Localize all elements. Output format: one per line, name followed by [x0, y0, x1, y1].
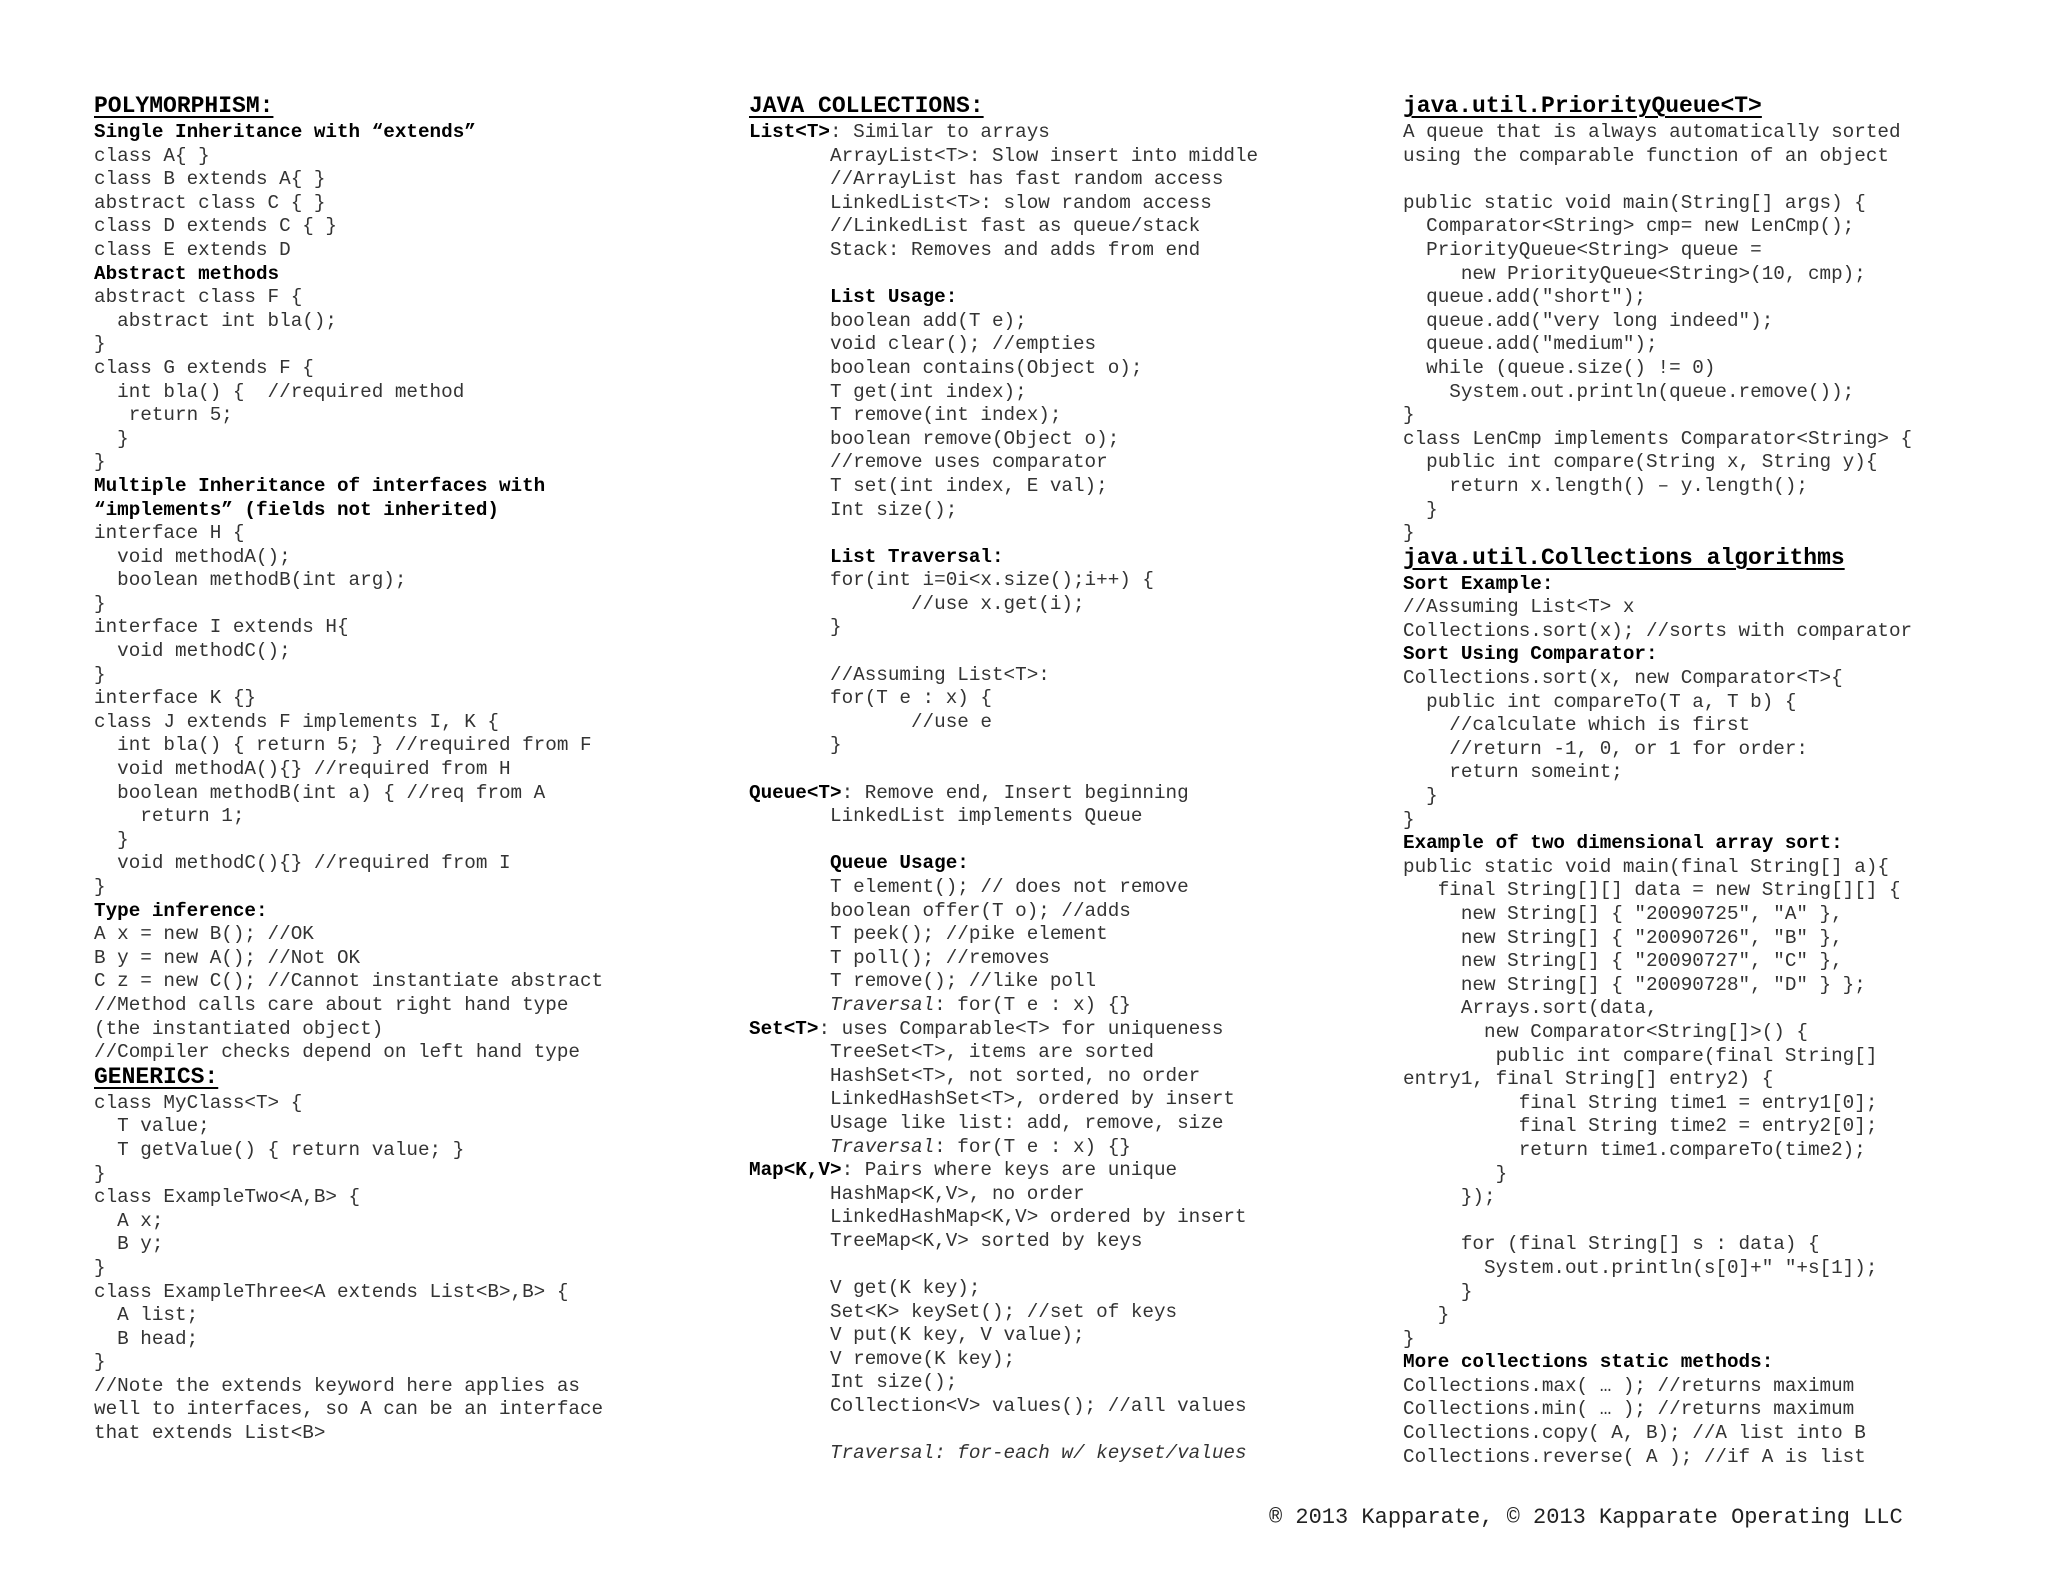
code-line: abstract class F { — [94, 286, 303, 309]
code-line: return time1.compareTo(time2); — [1403, 1138, 1866, 1161]
code-line: void methodA(); — [94, 545, 291, 568]
code-line: Collections.copy( A, B); //A list into B — [1403, 1422, 1866, 1445]
code-line: } — [1403, 404, 1415, 427]
code-line: public static void main(final String[] a){ — [1403, 855, 1889, 878]
subheading: List Usage: — [749, 286, 958, 309]
code-line: A queue that is always automatically sorted — [1403, 121, 1901, 143]
code-line: interface I extends H{ — [94, 616, 349, 639]
traversal-label: Traversal — [830, 1135, 935, 1158]
code-line: for(int i=0i<x.size();i++) { — [749, 569, 1154, 592]
code-line: class ExampleTwo<A,B> { — [94, 1186, 361, 1209]
code-line: Arrays.sort(data, — [1403, 997, 1658, 1020]
code-line: T set(int index, E val); — [749, 474, 1108, 497]
code-line: LinkedList implements Queue — [749, 805, 1143, 828]
code-line: final String[][] data = new String[][] { — [1403, 879, 1901, 902]
code-line: abstract class C { } — [94, 191, 326, 214]
code-line: Int size(); — [749, 498, 958, 521]
code-line: new String[] { "20090727", "C" }, — [1403, 950, 1843, 973]
traversal-label: Traversal — [830, 993, 935, 1016]
code-line: }); — [1403, 1186, 1496, 1209]
code-line: T value; — [94, 1115, 210, 1138]
code-line: Set<K> keySet(); //set of keys — [749, 1300, 1178, 1323]
code-line: //use e — [749, 710, 992, 733]
code-line: LinkedHashMap<K,V> ordered by insert — [749, 1206, 1247, 1229]
code-line: HashSet<T>, not sorted, no order — [749, 1064, 1201, 1087]
code-line: final String time1 = entry1[0]; — [1403, 1091, 1878, 1114]
code-line: final String time2 = entry2[0]; — [1403, 1115, 1878, 1138]
code-line: class G extends F { — [94, 356, 314, 379]
subheading: Abstract methods — [94, 262, 280, 285]
code-line — [749, 1018, 1329, 1042]
code-line: T get(int index); — [749, 380, 1027, 403]
code-line — [749, 640, 1329, 664]
traversal-code: : for(T e : x) {} — [934, 1135, 1131, 1158]
code-line — [749, 522, 1329, 546]
code-line: that extends List<B> — [94, 1422, 326, 1445]
code-line — [749, 263, 1329, 287]
code-line: B y = new A(); //Not OK — [94, 946, 361, 969]
code-line: new String[] { "20090728", "D" } }; — [1403, 973, 1866, 996]
code-line: using the comparable function of an object — [1403, 144, 1889, 167]
subheading: Type inference: — [94, 899, 268, 922]
code-line: class B extends A{ } — [94, 168, 326, 191]
code-line: } — [1403, 785, 1438, 808]
code-line: boolean add(T e); — [749, 309, 1027, 332]
code-line: } — [1403, 522, 1415, 545]
code-line — [1403, 1210, 1993, 1234]
column-priorityqueue-algorithms — [1403, 94, 1993, 1469]
section-heading: JAVA COLLECTIONS: — [749, 93, 984, 119]
collection-type-description: : uses Comparable<T> for uniqueness — [818, 1017, 1224, 1040]
code-line: boolean methodB(int a) { //req from A — [94, 781, 546, 804]
subheading: List Traversal: — [749, 545, 1004, 568]
code-line: Traversal: for-each w/ keyset/values — [749, 1442, 1247, 1465]
collection-type-description: : Pairs where keys are unique — [841, 1159, 1178, 1182]
code-line: interface K {} — [94, 687, 256, 710]
code-line: new Comparator<String[]>() { — [1403, 1020, 1808, 1043]
code-line: Collections.max( … ); //returns maximum — [1403, 1374, 1855, 1397]
code-line: //ArrayList has fast random access — [749, 168, 1224, 191]
code-line: System.out.println(queue.remove()); — [1403, 380, 1855, 403]
code-line: for(T e : x) { — [749, 687, 992, 710]
code-line: B head; — [94, 1327, 199, 1350]
code-line: (the instantiated object) — [94, 1017, 384, 1040]
code-line: void clear(); //empties — [749, 333, 1097, 356]
code-line: Collection<V> values(); //all values — [749, 1395, 1247, 1418]
code-line: return 5; — [94, 404, 233, 427]
collection-type-label: Queue<T> — [749, 781, 842, 804]
collection-type-label: Set<T> — [749, 1017, 819, 1040]
code-line: V remove(K key); — [749, 1347, 1016, 1370]
code-line: abstract int bla(); — [94, 309, 337, 332]
code-line: void methodC(); — [94, 640, 291, 663]
code-line: public int compareTo(T a, T b) { — [1403, 690, 1797, 713]
code-line: V put(K key, V value); — [749, 1324, 1085, 1347]
subheading: More collections static methods: — [1403, 1351, 1774, 1374]
code-line: } — [94, 1256, 106, 1279]
code-line: Stack: Removes and adds from end — [749, 238, 1201, 261]
code-line: } — [1403, 1327, 1415, 1350]
column-polymorphism-generics — [94, 94, 664, 1446]
traversal-code: : for(T e : x) {} — [934, 993, 1131, 1016]
code-line: T remove(int index); — [749, 404, 1062, 427]
code-line — [749, 829, 1329, 853]
code-line: LinkedList<T>: slow random access — [749, 191, 1212, 214]
indent — [749, 1136, 830, 1158]
subheading: Multiple Inheritance of interfaces with — [94, 474, 546, 497]
code-line: class J extends F implements I, K { — [94, 710, 499, 733]
code-line: queue.add("medium"); — [1403, 333, 1658, 356]
code-line: interface H { — [94, 522, 245, 545]
code-line: } — [749, 616, 842, 639]
column-java-collections — [749, 94, 1329, 1466]
subheading: Single Inheritance with “extends” — [94, 121, 476, 143]
code-line: Collections.sort(x, new Comparator<T>{ — [1403, 667, 1843, 690]
code-line: new String[] { "20090725", "A" }, — [1403, 903, 1843, 925]
collection-type-label: Map<K,V> — [749, 1159, 842, 1182]
code-line: //Note the extends keyword here applies as — [94, 1374, 580, 1397]
section-heading: POLYMORPHISM: — [94, 93, 274, 119]
code-line: //calculate which is first — [1403, 714, 1751, 737]
code-line: //Method calls care about right hand type — [94, 993, 569, 1016]
code-line: well to interfaces, so A can be an interface — [94, 1398, 604, 1421]
code-line: //return -1, 0, or 1 for order: — [1403, 737, 1808, 760]
code-line: void methodC(){} //required from I — [94, 852, 511, 875]
code-line: boolean contains(Object o); — [749, 356, 1143, 379]
code-line: A list; — [94, 1304, 199, 1327]
code-line — [1403, 168, 1993, 192]
code-line: queue.add("short"); — [1403, 286, 1646, 309]
code-line: } — [94, 427, 129, 450]
code-line: HashMap<K,V>, no order — [749, 1182, 1085, 1205]
code-line — [749, 994, 1329, 1018]
subheading: Example of two dimensional array sort: — [1403, 832, 1843, 855]
section-heading: java.util.PriorityQueue<T> — [1403, 93, 1762, 119]
code-line: public static void main(String[] args) { — [1403, 191, 1866, 214]
code-line: Int size(); — [749, 1371, 958, 1394]
code-line: Collections.sort(x); //sorts with comparator — [1403, 619, 1913, 642]
code-line: class A{ } — [94, 144, 210, 167]
code-line: } — [94, 592, 106, 615]
code-line: return someint; — [1403, 761, 1623, 784]
code-line: } — [94, 451, 106, 474]
collection-type-description: : Remove end, Insert beginning — [841, 781, 1189, 804]
code-line: while (queue.size() != 0) — [1403, 356, 1716, 379]
code-line: class LenCmp implements Comparator<String> { — [1403, 427, 1913, 450]
collection-type-description: : Similar to arrays — [830, 121, 1050, 143]
code-line — [749, 1159, 1329, 1183]
code-line: boolean methodB(int arg); — [94, 569, 407, 592]
code-line: boolean remove(Object o); — [749, 427, 1120, 450]
code-line: T poll(); //removes — [749, 946, 1050, 969]
code-line: //Compiler checks depend on left hand type — [94, 1041, 580, 1064]
code-line: return x.length() – y.length(); — [1403, 474, 1808, 497]
code-line: class ExampleThree<A extends List<B>,B> { — [94, 1280, 569, 1303]
section-heading: java.util.Collections algorithms — [1403, 544, 1845, 571]
collection-type-label: List<T> — [749, 121, 830, 143]
code-line: } — [1403, 1280, 1473, 1303]
code-line: //LinkedList fast as queue/stack — [749, 215, 1201, 238]
code-line: //Assuming List<T> x — [1403, 596, 1635, 619]
code-line: A x; — [94, 1209, 164, 1232]
copyright-footer: ® 2013 Kapparate, © 2013 Kapparate Operating LLC — [1269, 1505, 1903, 1530]
code-line: } — [94, 1351, 106, 1374]
code-line: Collections.reverse( A ); //if A is list — [1403, 1445, 1866, 1468]
code-line: TreeMap<K,V> sorted by keys — [749, 1229, 1143, 1252]
code-line: } — [94, 1162, 106, 1185]
code-line: ArrayList<T>: Slow insert into middle — [749, 144, 1259, 167]
code-line: } — [94, 876, 106, 898]
code-line — [749, 121, 1329, 145]
code-line: new PriorityQueue<String>(10, cmp); — [1403, 262, 1866, 285]
subheading: Queue Usage: — [749, 852, 969, 875]
code-line — [749, 758, 1329, 782]
code-line: } — [94, 333, 106, 356]
code-line: T getValue() { return value; } — [94, 1138, 465, 1161]
subheading: Sort Using Comparator: — [1403, 643, 1658, 666]
indent — [749, 994, 830, 1016]
code-line: Collections.min( … ); //returns maximum — [1403, 1398, 1855, 1421]
code-line: Usage like list: add, remove, size — [749, 1111, 1224, 1134]
code-line: Comparator<String> cmp= new LenCmp(); — [1403, 215, 1855, 238]
code-line: //Assuming List<T>: — [749, 663, 1050, 686]
code-line — [749, 1419, 1329, 1443]
code-line: //use x.get(i); — [749, 592, 1085, 615]
code-line: PriorityQueue<String> queue = — [1403, 238, 1762, 261]
code-line: LinkedHashSet<T>, ordered by insert — [749, 1088, 1235, 1111]
code-line: T peek(); //pike element — [749, 923, 1108, 946]
code-line: public int compare(String x, String y){ — [1403, 451, 1878, 474]
subheading: “implements” (fields not inherited) — [94, 498, 499, 521]
code-line: for (final String[] s : data) { — [1403, 1233, 1820, 1256]
code-line: } — [1403, 1304, 1450, 1327]
code-line: entry1, final String[] entry2) { — [1403, 1068, 1774, 1091]
code-line: } — [94, 828, 129, 851]
code-line: T element(); // does not remove — [749, 876, 1189, 898]
code-line: queue.add("very long indeed"); — [1403, 309, 1774, 332]
code-line: } — [1403, 808, 1415, 831]
code-line: T remove(); //like poll — [749, 970, 1097, 993]
code-line: boolean offer(T o); //adds — [749, 899, 1131, 922]
code-line: new String[] { "20090726", "B" }, — [1403, 926, 1843, 949]
subheading: Sort Example: — [1403, 572, 1554, 595]
code-line: } — [749, 734, 842, 757]
code-line: V get(K key); — [749, 1277, 981, 1300]
code-line: C z = new C(); //Cannot instantiate abstract — [94, 970, 604, 993]
code-line: } — [1403, 498, 1438, 521]
code-line: class MyClass<T> { — [94, 1091, 303, 1114]
section-heading: GENERICS: — [94, 1063, 219, 1090]
code-line: class E extends D — [94, 238, 291, 261]
code-line: public int compare(final String[] — [1403, 1044, 1878, 1067]
code-line: } — [1403, 1162, 1508, 1185]
code-line: void methodA(){} //required from H — [94, 758, 511, 781]
code-line: return 1; — [94, 805, 245, 828]
code-line: int bla() { //required method — [94, 380, 465, 403]
code-line — [749, 1254, 1329, 1278]
code-line: A x = new B(); //OK — [94, 923, 314, 946]
code-line: //remove uses comparator — [749, 451, 1108, 474]
code-line: B y; — [94, 1233, 164, 1256]
code-line — [749, 1136, 1329, 1160]
code-line: } — [94, 663, 106, 686]
code-line: int bla() { return 5; } //required from F — [94, 734, 592, 757]
code-line: System.out.println(s[0]+" "+s[1]); — [1403, 1256, 1878, 1279]
code-line — [749, 782, 1329, 806]
code-line: TreeSet<T>, items are sorted — [749, 1041, 1154, 1064]
code-line: class D extends C { } — [94, 215, 337, 238]
